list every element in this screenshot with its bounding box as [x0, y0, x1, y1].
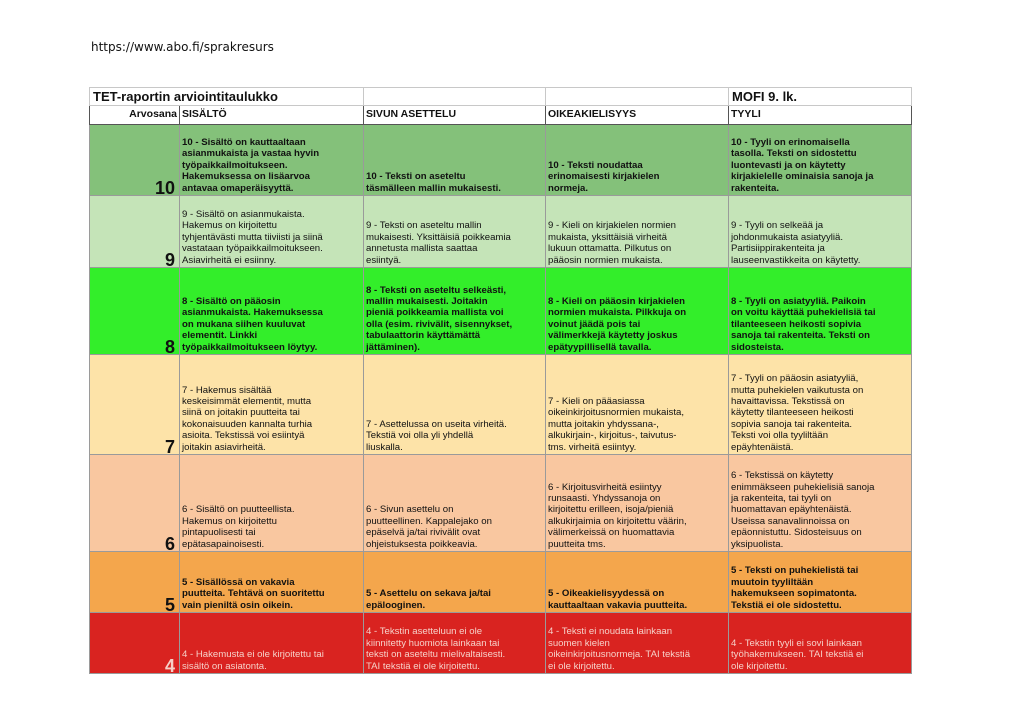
- criteria-cell-layout: 4 - Tekstin asetteluun ei ole kiinnitetty huomiota lainkaan tai teksti on aseteltu mielivaltaisesti. TAI tekstiä ei ole kirjoitettu.: [364, 613, 546, 674]
- criteria-cell-style: 10 - Tyyli on erinomaisella tasolla. Teksti on sidostettu luontevasti ja on käytetty kirjakielelle ominaisia sanoja ja rakenteita.: [729, 125, 912, 196]
- criteria-cell-correctness: 4 - Teksti ei noudata lainkaan suomen kielen oikeinkirjoitusnormeja. TAI tekstiä ei ole kirjoitettu.: [546, 613, 729, 674]
- grade-row: [90, 613, 912, 674]
- grade-row: [90, 125, 912, 196]
- grade-number: 8: [90, 268, 180, 355]
- title-row: [90, 88, 912, 106]
- header-grade: Arvosana: [90, 106, 180, 125]
- criteria-cell-correctness: 8 - Kieli on pääosin kirjakielen normien mukaista. Pilkkuja on voinut jäädä pois tai välimerkkejä käytetty joskus epätyypillisellä tavalla.: [546, 268, 729, 355]
- grade-row: [90, 552, 912, 613]
- grade-row: [90, 268, 912, 355]
- criteria-cell-style: 9 - Tyyli on selkeää ja johdonmukaista asiatyyliä. Partisiippirakenteita ja lauseenvastikkeita on käytetty.: [729, 196, 912, 268]
- grade-number: 10: [90, 125, 180, 196]
- criteria-cell-correctness: 6 - Kirjoitusvirheitä esiintyy runsaasti. Yhdyssanoja on kirjoitettu erilleen, isoja/pieniä alkukirjaimia on kirjoitettu väärin, välimerkeissä on huomattavia puutteita tms.: [546, 455, 729, 552]
- table-title: TET-raportin arviointitaulukko: [90, 88, 364, 106]
- header-content: SISÄLTÖ: [180, 106, 364, 125]
- criteria-cell-content: 5 - Sisällössä on vakavia puutteita. Tehtävä on suoritettu vain pieniltä osin oikein.: [180, 552, 364, 613]
- header-style: TYYLI: [729, 106, 912, 125]
- criteria-cell-layout: 10 - Teksti on aseteltu täsmälleen mallin mukaisesti.: [364, 125, 546, 196]
- criteria-cell-content: 7 - Hakemus sisältää keskeisimmät elementit, mutta siinä on joitakin puutteita tai kokonaisuuden kannalta turhia asioita. Tekstissä voi esiintyä joitakin asiavirheitä.: [180, 355, 364, 455]
- class-label: MOFI 9. lk.: [729, 88, 912, 106]
- criteria-cell-content: 10 - Sisältö on kauttaaltaan asianmukaista ja vastaa hyvin työpaikkailmoitukseen. Hakemuksessa on lisäarvoa antavaa omaperäisyyttä.: [180, 125, 364, 196]
- criteria-cell-layout: 6 - Sivun asettelu on puutteellinen. Kappalejako on epäselvä ja/tai rivivälit ovat ohjeistuksesta poikkeavia.: [364, 455, 546, 552]
- criteria-cell-style: 8 - Tyyli on asiatyyliä. Paikoin on voitu käyttää puhekielisiä tai tilanteeseen heikosti sopivia sanoja tai rakenteita. Teksti on sidosteista.: [729, 268, 912, 355]
- title-empty-cell: [546, 88, 729, 106]
- grade-number: 4: [90, 613, 180, 674]
- criteria-cell-correctness: 9 - Kieli on kirjakielen normien mukaista, yksittäisiä virheitä lukuun ottamatta. Pilkutus on pääosin normien mukaista.: [546, 196, 729, 268]
- criteria-cell-layout: 7 - Asettelussa on useita virheitä. Tekstiä voi olla yli yhdellä liuskalla.: [364, 355, 546, 455]
- grade-number: 5: [90, 552, 180, 613]
- header-correctness: OIKEAKIELISYYS: [546, 106, 729, 125]
- grade-row: [90, 196, 912, 268]
- criteria-cell-content: 6 - Sisältö on puutteellista. Hakemus on kirjoitettu pintapuolisesti tai epätasapainoisesti.: [180, 455, 364, 552]
- grade-row: [90, 355, 912, 455]
- criteria-cell-content: 9 - Sisältö on asianmukaista. Hakemus on kirjoitettu tyhjentävästi mutta tiiviisti ja siinä vastataan työpaikkailmoitukseen. Asiavirheitä ei esiinny.: [180, 196, 364, 268]
- criteria-cell-layout: 9 - Teksti on aseteltu mallin mukaisesti. Yksittäisiä poikkeamia annetusta mallista saattaa esiintyä.: [364, 196, 546, 268]
- grade-number: 7: [90, 355, 180, 455]
- header-row: [90, 106, 912, 125]
- assessment-table: [89, 87, 912, 674]
- source-url: https://www.abo.fi/sprakresurs: [91, 40, 274, 54]
- criteria-cell-layout: 8 - Teksti on aseteltu selkeästi, mallin mukaisesti. Joitakin pieniä poikkeamia mallista voi olla (esim. rivivälit, sisennykset, tabulaattorin käyttämättä jättäminen).: [364, 268, 546, 355]
- criteria-cell-correctness: 7 - Kieli on pääasiassa oikeinkirjoitusnormien mukaista, mutta joitakin yhdyssana-, alkukirjain-, kirjoitus-, taivutus- tms. virheitä esiintyy.: [546, 355, 729, 455]
- title-empty-cell: [364, 88, 546, 106]
- criteria-cell-style: 7 - Tyyli on pääosin asiatyyliä, mutta puhekielen vaikutusta on havaittavissa. Tekstissä on käytetty tilanteeseen heikosti sopivia sanoja tai rakenteita. Teksti voi olla tyyliltään epäyhtenäistä.: [729, 355, 912, 455]
- criteria-cell-layout: 5 - Asettelu on sekava ja/tai epälooginen.: [364, 552, 546, 613]
- grade-number: 6: [90, 455, 180, 552]
- grade-row: [90, 455, 912, 552]
- criteria-cell-content: 4 - Hakemusta ei ole kirjoitettu tai sisältö on asiatonta.: [180, 613, 364, 674]
- header-layout: SIVUN ASETTELU: [364, 106, 546, 125]
- grade-number: 9: [90, 196, 180, 268]
- criteria-cell-style: 5 - Teksti on puhekielistä tai muutoin tyyliltään hakemukseen sopimatonta. Tekstiä ei ole sidostettu.: [729, 552, 912, 613]
- criteria-cell-content: 8 - Sisältö on pääosin asianmukaista. Hakemuksessa on mukana siihen kuuluvat elementit. Linkki työpaikkailmoitukseen löytyy.: [180, 268, 364, 355]
- criteria-cell-style: 6 - Tekstissä on käytetty enimmäkseen puhekielisiä sanoja ja rakenteita, tai tyyli on huomattavan epäyhtenäistä. Useissa sanavalinnoissa on epäonnistuttu. Sidosteisuus on yksipuolista.: [729, 455, 912, 552]
- criteria-cell-correctness: 10 - Teksti noudattaa erinomaisesti kirjakielen normeja.: [546, 125, 729, 196]
- criteria-cell-correctness: 5 - Oikeakielisyydessä on kauttaaltaan vakavia puutteita.: [546, 552, 729, 613]
- criteria-cell-style: 4 - Tekstin tyyli ei sovi lainkaan työhakemukseen. TAI tekstiä ei ole kirjoitettu.: [729, 613, 912, 674]
